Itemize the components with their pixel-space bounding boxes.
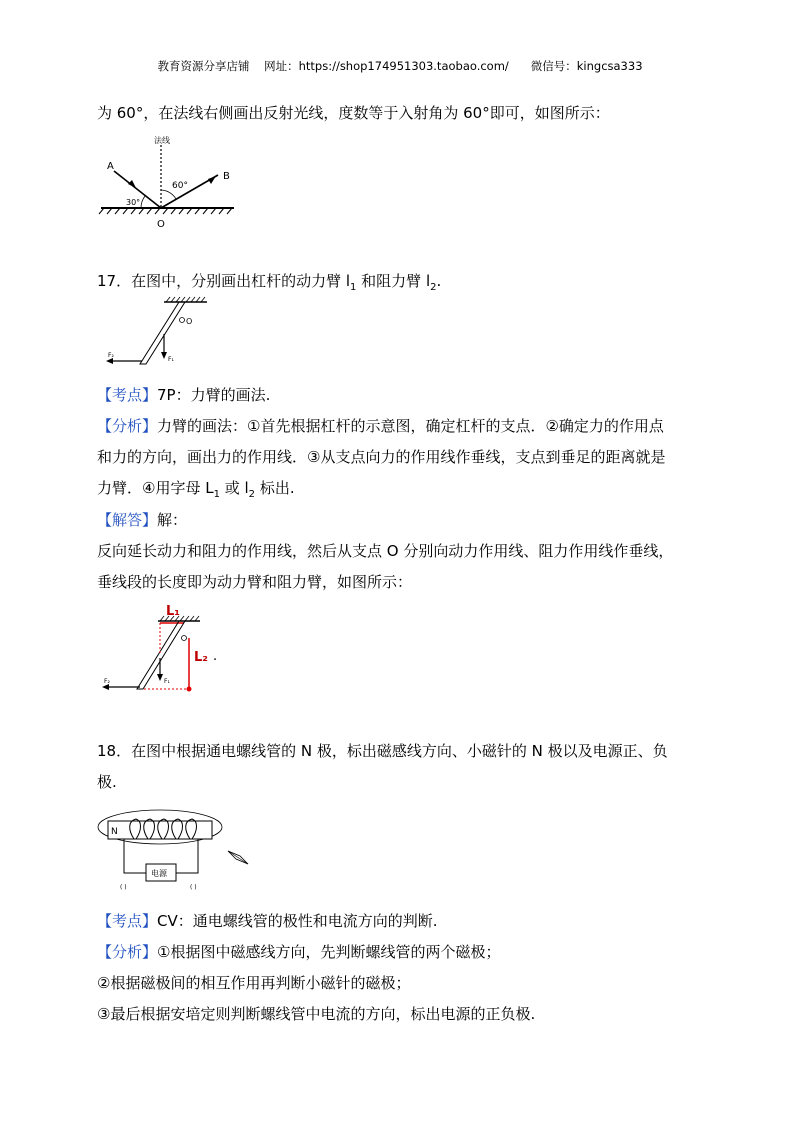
q18-line2: 极. xyxy=(97,773,117,791)
q18-fenxi-line1: 【分析】①根据图中磁感线方向，先判断螺线管的两个磁极； xyxy=(97,943,501,961)
q18-fenxi-line3: ③最后根据安培定则判断螺线管中电流的方向，标出电源的正负极. xyxy=(97,1005,536,1023)
q17-title: 17．在图中，分别画出杠杆的动力臂 $l_1$ 和阻力臂 $l_2$. xyxy=(97,272,442,293)
page-header xyxy=(0,58,800,74)
svg-text:F₁: F₁ xyxy=(168,356,174,363)
angle-60: 60° xyxy=(172,181,188,191)
label-o: O xyxy=(157,219,165,230)
q18-kaodian: 【考点】CV：通电螺线管的极性和电流方向的判断. xyxy=(97,912,438,930)
lever-rod-answer xyxy=(137,621,185,689)
lever-diagram xyxy=(104,296,214,368)
q17-jieda-line2: 垂线段的长度即为动力臂和阻力臂，如图所示： xyxy=(97,573,413,591)
svg-text:F₂: F₂ xyxy=(104,678,110,685)
shop-url[interactable]: https://shop174951303.taobao.com/ xyxy=(298,59,509,73)
q17-jieda: 【解答】解： xyxy=(97,511,188,529)
answer-blank-right: ( ) xyxy=(190,884,197,891)
label-l2: L₂ xyxy=(194,650,208,665)
svg-text:F₁: F₁ xyxy=(164,678,170,685)
pivot-o xyxy=(180,318,185,323)
svg-text:电源: 电源 xyxy=(151,869,167,878)
svg-text:O: O xyxy=(186,317,193,326)
q17-kaodian: 【考点】7P：力臂的画法. xyxy=(97,386,271,404)
q17-fenxi-line3: 力臂．④用字母 $L_1$ 或 $l_2$ 标出. xyxy=(97,479,295,500)
shop-name: 教育资源分享店铺 xyxy=(157,59,250,73)
label-l1: L₁ xyxy=(166,604,180,619)
svg-text:N: N xyxy=(111,827,118,837)
q18-fenxi-line2: ②根据磁极间的相互作用再判断小磁针的磁极； xyxy=(97,974,411,992)
url-label: 网址： xyxy=(264,59,299,73)
solenoid-diagram xyxy=(98,805,258,895)
label-b: B xyxy=(223,171,230,182)
label-a: A xyxy=(107,161,114,172)
wechat-label: 微信号： xyxy=(530,59,577,73)
svg-text:.: . xyxy=(213,649,218,664)
normal-label: 法线 xyxy=(154,136,170,145)
angle-30: 30° xyxy=(126,198,141,207)
reflection-diagram xyxy=(96,133,241,233)
q17-fenxi-line1: 【分析】力臂的画法：①首先根据杠杆的示意图，确定杠杆的支点．②确定力的作用点 xyxy=(97,417,664,435)
answer-blank-left: ( ) xyxy=(120,884,127,891)
q17-jieda-line1: 反向延长动力和阻力的作用线，然后从支点 O 分别向动力作用线、阻力作用线作垂线， xyxy=(97,542,674,560)
svg-text:F₂: F₂ xyxy=(108,352,114,359)
wechat-id: kingcsa333 xyxy=(576,59,643,73)
q16-answer-text: 为 60°，在法线右侧画出反射光线，度数等于入射角为 60°即可，如图所示： xyxy=(97,104,610,122)
q17-fenxi-line2: 和力的方向，画出力的作用线．③从支点向力的作用线作垂线，支点到垂足的距离就是 xyxy=(97,448,666,466)
lever-answer-diagram xyxy=(100,603,230,695)
q18-line1: 18．在图中根据通电螺线管的 N 极，标出磁感线方向、小磁针的 N 极以及电源正、负 xyxy=(97,742,668,760)
